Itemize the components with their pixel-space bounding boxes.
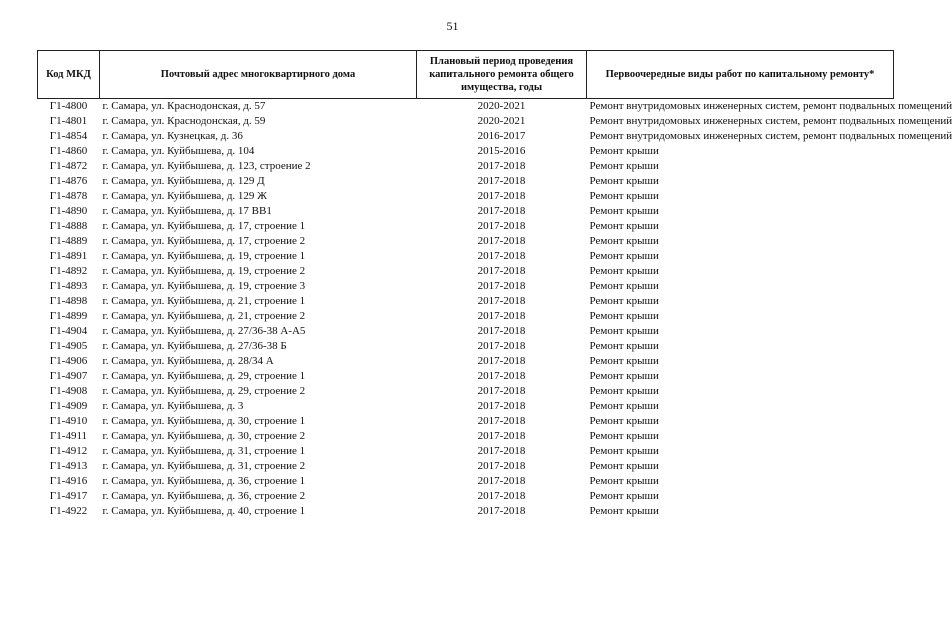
cell-period: 2017-2018 — [477, 280, 526, 292]
cell-works: Ремонт крыши — [589, 355, 659, 367]
cell-address: г. Самара, ул. Краснодонская, д. 59 — [102, 115, 266, 127]
cell-code: Г1-4860 — [49, 145, 88, 157]
cell-period: 2017-2018 — [477, 220, 526, 232]
repair-schedule-table — [37, 50, 952, 519]
cell-address: г. Самара, ул. Куйбышева, д. 129 Д — [102, 175, 265, 187]
cell-works: Ремонт крыши — [589, 400, 659, 412]
cell-address: г. Самара, ул. Краснодонская, д. 57 — [102, 100, 266, 112]
cell-works: Ремонт крыши — [589, 280, 659, 292]
cell-period: 2020-2021 — [477, 100, 526, 112]
cell-address: г. Самара, ул. Куйбышева, д. 31, строение 2 — [102, 460, 306, 472]
cell-code: Г1-4800 — [49, 100, 88, 112]
cell-code: Г1-4910 — [49, 415, 88, 427]
table-row — [38, 309, 894, 324]
cell-period: 2017-2018 — [477, 235, 526, 247]
cell-address: г. Самара, ул. Куйбышева, д. 31, строение 1 — [102, 445, 306, 457]
cell-works: Ремонт крыши — [589, 175, 659, 187]
cell-works: Ремонт крыши — [589, 370, 659, 382]
cell-address: г. Самара, ул. Куйбышева, д. 123, строение 2 — [102, 160, 311, 172]
cell-works: Ремонт крыши — [589, 505, 659, 517]
header-code: Код МКД — [38, 51, 100, 99]
cell-address: г. Самара, ул. Куйбышева, д. 21, строение 1 — [102, 295, 306, 307]
cell-address: г. Самара, ул. Куйбышева, д. 19, строение 2 — [102, 265, 306, 277]
cell-address: г. Самара, ул. Куйбышева, д. 40, строение 1 — [102, 505, 306, 517]
cell-period: 2017-2018 — [477, 370, 526, 382]
table-header-row — [38, 51, 894, 99]
cell-works: Ремонт крыши — [589, 460, 659, 472]
table-row — [38, 444, 894, 459]
table-row — [38, 189, 894, 204]
table-row — [38, 384, 894, 399]
cell-period: 2017-2018 — [477, 475, 526, 487]
cell-works: Ремонт крыши — [589, 295, 659, 307]
cell-address: г. Самара, ул. Куйбышева, д. 17, строение 1 — [102, 220, 306, 232]
cell-works: Ремонт крыши — [589, 475, 659, 487]
cell-code: Г1-4898 — [49, 295, 88, 307]
cell-address: г. Самара, ул. Куйбышева, д. 19, строение 1 — [102, 250, 306, 262]
cell-code: Г1-4890 — [49, 205, 88, 217]
table-row — [38, 219, 894, 234]
cell-period: 2017-2018 — [477, 340, 526, 352]
cell-works: Ремонт внутридомовых инженерных систем, ремонт подвальных помещений — [589, 100, 952, 112]
cell-address: г. Самара, ул. Куйбышева, д. 29, строение 1 — [102, 370, 306, 382]
table-row — [38, 114, 894, 129]
cell-works: Ремонт крыши — [589, 250, 659, 262]
cell-address: г. Самара, ул. Куйбышева, д. 19, строение 3 — [102, 280, 306, 292]
table-row — [38, 414, 894, 429]
table-row — [38, 129, 894, 144]
cell-code: Г1-4911 — [49, 430, 88, 442]
cell-period: 2017-2018 — [477, 190, 526, 202]
header-period: Плановый период проведения капитального ремонта общего имущества, годы — [417, 51, 587, 99]
cell-code: Г1-4913 — [49, 460, 88, 472]
cell-address: г. Самара, ул. Куйбышева, д. 27/36-38 Б — [102, 340, 287, 352]
cell-code: Г1-4878 — [49, 190, 88, 202]
cell-period: 2017-2018 — [477, 415, 526, 427]
cell-period: 2017-2018 — [477, 265, 526, 277]
cell-works: Ремонт крыши — [589, 430, 659, 442]
cell-period: 2017-2018 — [477, 310, 526, 322]
cell-period: 2017-2018 — [477, 295, 526, 307]
cell-period: 2015-2016 — [477, 145, 526, 157]
cell-address: г. Самара, ул. Кузнецкая, д. 36 — [102, 130, 243, 142]
cell-code: Г1-4909 — [49, 400, 88, 412]
page-number: 51 — [446, 19, 459, 33]
cell-code: Г1-4893 — [49, 280, 88, 292]
header-address: Почтовый адрес многоквартирного дома — [100, 51, 417, 99]
cell-period: 2017-2018 — [477, 250, 526, 262]
table-row — [38, 489, 894, 504]
table-row — [38, 99, 894, 115]
cell-address: г. Самара, ул. Куйбышева, д. 3 — [102, 400, 244, 412]
cell-works: Ремонт внутридомовых инженерных систем, ремонт подвальных помещений — [589, 130, 952, 142]
cell-code: Г1-4892 — [49, 265, 88, 277]
table-row — [38, 324, 894, 339]
cell-code: Г1-4907 — [49, 370, 88, 382]
table-row — [38, 159, 894, 174]
cell-address: г. Самара, ул. Куйбышева, д. 28/34 А — [102, 355, 274, 367]
cell-works: Ремонт крыши — [589, 445, 659, 457]
cell-works: Ремонт крыши — [589, 490, 659, 502]
cell-period: 2017-2018 — [477, 175, 526, 187]
cell-code: Г1-4916 — [49, 475, 88, 487]
cell-works: Ремонт крыши — [589, 190, 659, 202]
table-row — [38, 279, 894, 294]
cell-address: г. Самара, ул. Куйбышева, д. 36, строение 2 — [102, 490, 306, 502]
cell-period: 2017-2018 — [477, 445, 526, 457]
cell-works: Ремонт крыши — [589, 310, 659, 322]
cell-works: Ремонт крыши — [589, 205, 659, 217]
cell-works: Ремонт внутридомовых инженерных систем, ремонт подвальных помещений — [589, 115, 952, 127]
cell-works: Ремонт крыши — [589, 325, 659, 337]
table-row — [38, 249, 894, 264]
cell-code: Г1-4906 — [49, 355, 88, 367]
table-row — [38, 354, 894, 369]
cell-address: г. Самара, ул. Куйбышева, д. 17 ВВ1 — [102, 205, 272, 217]
cell-period: 2017-2018 — [477, 400, 526, 412]
cell-code: Г1-4891 — [49, 250, 88, 262]
cell-period: 2017-2018 — [477, 355, 526, 367]
cell-works: Ремонт крыши — [589, 145, 659, 157]
cell-works: Ремонт крыши — [589, 265, 659, 277]
cell-code: Г1-4899 — [49, 310, 88, 322]
cell-code: Г1-4801 — [49, 115, 88, 127]
cell-address: г. Самара, ул. Куйбышева, д. 30, строение 2 — [102, 430, 306, 442]
cell-address: г. Самара, ул. Куйбышева, д. 36, строение 1 — [102, 475, 306, 487]
table-row — [38, 474, 894, 489]
cell-code: Г1-4912 — [49, 445, 88, 457]
table-row — [38, 504, 894, 519]
table-row — [38, 339, 894, 354]
cell-period: 2017-2018 — [477, 160, 526, 172]
cell-address: г. Самара, ул. Куйбышева, д. 27/36-38 А-А5 — [102, 325, 306, 337]
cell-address: г. Самара, ул. Куйбышева, д. 21, строение 2 — [102, 310, 306, 322]
cell-code: Г1-4872 — [49, 160, 88, 172]
table-row — [38, 369, 894, 384]
cell-code: Г1-4854 — [49, 130, 88, 142]
cell-period: 2017-2018 — [477, 460, 526, 472]
table-row — [38, 459, 894, 474]
cell-period: 2017-2018 — [477, 490, 526, 502]
cell-address: г. Самара, ул. Куйбышева, д. 30, строение 1 — [102, 415, 306, 427]
cell-code: Г1-4917 — [49, 490, 88, 502]
cell-period: 2020-2021 — [477, 115, 526, 127]
cell-period: 2017-2018 — [477, 385, 526, 397]
cell-works: Ремонт крыши — [589, 220, 659, 232]
cell-period: 2016-2017 — [477, 130, 526, 142]
cell-works: Ремонт крыши — [589, 415, 659, 427]
cell-period: 2017-2018 — [477, 505, 526, 517]
cell-period: 2017-2018 — [477, 325, 526, 337]
table-row — [38, 294, 894, 309]
cell-address: г. Самара, ул. Куйбышева, д. 104 — [102, 145, 255, 157]
cell-works: Ремонт крыши — [589, 340, 659, 352]
table-row — [38, 429, 894, 444]
table-row — [38, 264, 894, 279]
table-row — [38, 174, 894, 189]
cell-address: г. Самара, ул. Куйбышева, д. 29, строение 2 — [102, 385, 306, 397]
cell-works: Ремонт крыши — [589, 160, 659, 172]
cell-period: 2017-2018 — [477, 205, 526, 217]
cell-code: Г1-4904 — [49, 325, 88, 337]
cell-code: Г1-4905 — [49, 340, 88, 352]
cell-code: Г1-4908 — [49, 385, 88, 397]
cell-code: Г1-4922 — [49, 505, 88, 517]
table-row — [38, 204, 894, 219]
cell-address: г. Самара, ул. Куйбышева, д. 129 Ж — [102, 190, 268, 202]
table-row — [38, 234, 894, 249]
table-row — [38, 399, 894, 414]
cell-period: 2017-2018 — [477, 430, 526, 442]
table-row — [38, 144, 894, 159]
cell-code: Г1-4889 — [49, 235, 88, 247]
header-works: Первоочередные виды работ по капитальному ремонту* — [587, 51, 894, 99]
table-body — [38, 99, 952, 520]
cell-works: Ремонт крыши — [589, 235, 659, 247]
cell-code: Г1-4888 — [49, 220, 88, 232]
cell-works: Ремонт крыши — [589, 385, 659, 397]
cell-code: Г1-4876 — [49, 175, 88, 187]
cell-address: г. Самара, ул. Куйбышева, д. 17, строение 2 — [102, 235, 306, 247]
